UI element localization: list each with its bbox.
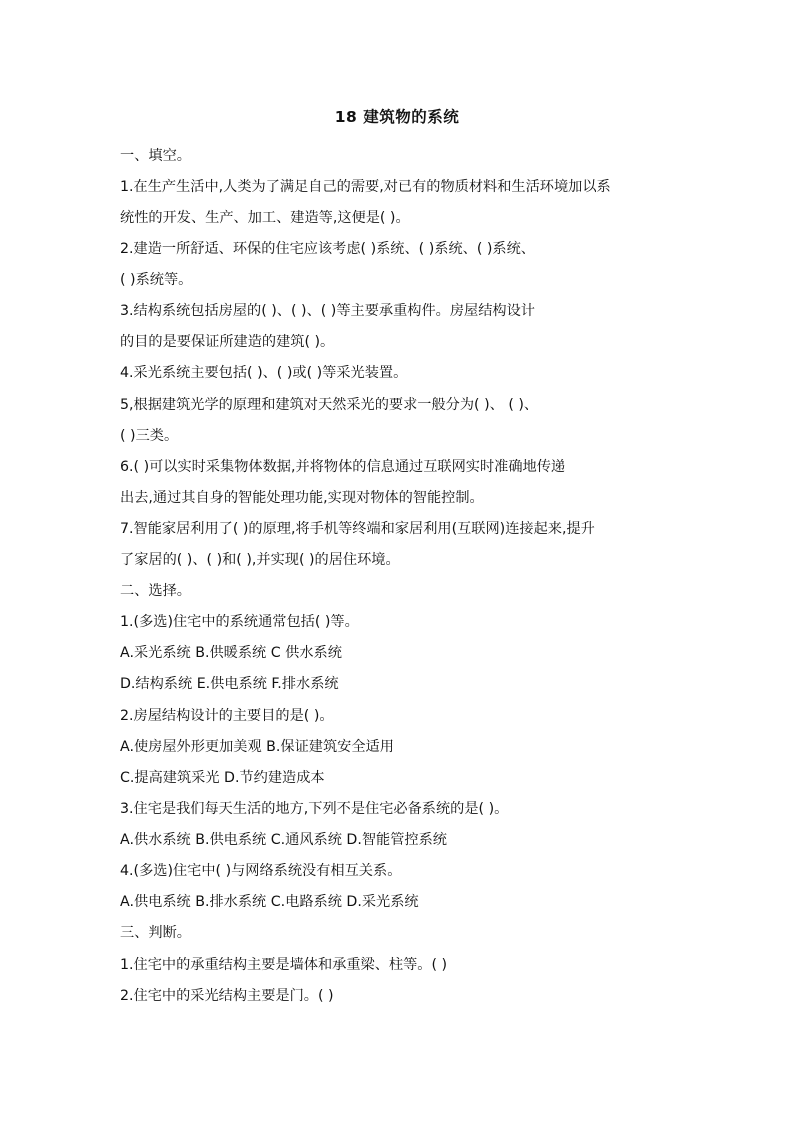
question-text: 6.( )可以实时采集物体数据,并将物体的信息通过互联网实时准确地传递 — [120, 459, 566, 475]
question-text: 2.建造一所舒适、环保的住宅应该考虑( )系统、( )系统、( )系统、 — [120, 241, 535, 257]
section-heading-choice: 二、选择。 — [120, 583, 191, 599]
question-text: 3.住宅是我们每天生活的地方,下列不是住宅必备系统的是( )。 — [120, 801, 509, 817]
section-heading-fill-blank: 一、填空。 — [120, 148, 191, 164]
question-text: 1.住宅中的承重结构主要是墙体和承重梁、柱等。( ) — [120, 957, 448, 973]
question-text: 的目的是要保证所建造的建筑( )。 — [120, 334, 335, 350]
question-text: 出去,通过其自身的智能处理功能,实现对物体的智能控制。 — [120, 490, 484, 506]
question-text: ( )系统等。 — [120, 272, 193, 288]
answer-options: A.供水系统 B.供电系统 C.通风系统 D.智能管控系统 — [120, 832, 447, 848]
question-text: ( )三类。 — [120, 428, 179, 444]
question-text: 了家居的( )、( )和( ),并实现( )的居住环境。 — [120, 552, 400, 568]
question-text: 2.住宅中的采光结构主要是门。( ) — [120, 988, 334, 1004]
page-title: 18 建筑物的系统 — [334, 108, 460, 126]
question-text: 3.结构系统包括房屋的( )、( )、( )等主要承重构件。房屋结构设计 — [120, 303, 535, 319]
answer-options: A.供电系统 B.排水系统 C.电路系统 D.采光系统 — [120, 894, 419, 910]
question-text: 7.智能家居利用了( )的原理,将手机等终端和家居利用(互联网)连接起来,提升 — [120, 521, 595, 537]
question-text: 5,根据建筑光学的原理和建筑对天然采光的要求一般分为( )、 ( )、 — [120, 397, 539, 413]
question-text: 1.(多选)住宅中的系统通常包括( )等。 — [120, 614, 359, 630]
question-text: 4.采光系统主要包括( )、( )或( )等采光装置。 — [120, 365, 408, 381]
answer-options: A.采光系统 B.供暖系统 C 供水系统 — [120, 645, 342, 661]
question-text: 统性的开发、生产、加工、建造等,这便是( )。 — [120, 210, 410, 226]
question-text: 4.(多选)住宅中( )与网络系统没有相互关系。 — [120, 863, 402, 879]
answer-options: A.使房屋外形更加美观 B.保证建筑安全适用 — [120, 739, 394, 755]
section-heading-judge: 三、判断。 — [120, 925, 191, 941]
question-text: 2.房屋结构设计的主要目的是( )。 — [120, 708, 334, 724]
answer-options: C.提高建筑采光 D.节约建造成本 — [120, 770, 325, 786]
question-text: 1.在生产生活中,人类为了满足自己的需要,对已有的物质材料和生活环境加以系 — [120, 179, 611, 195]
answer-options: D.结构系统 E.供电系统 F.排水系统 — [120, 676, 339, 692]
